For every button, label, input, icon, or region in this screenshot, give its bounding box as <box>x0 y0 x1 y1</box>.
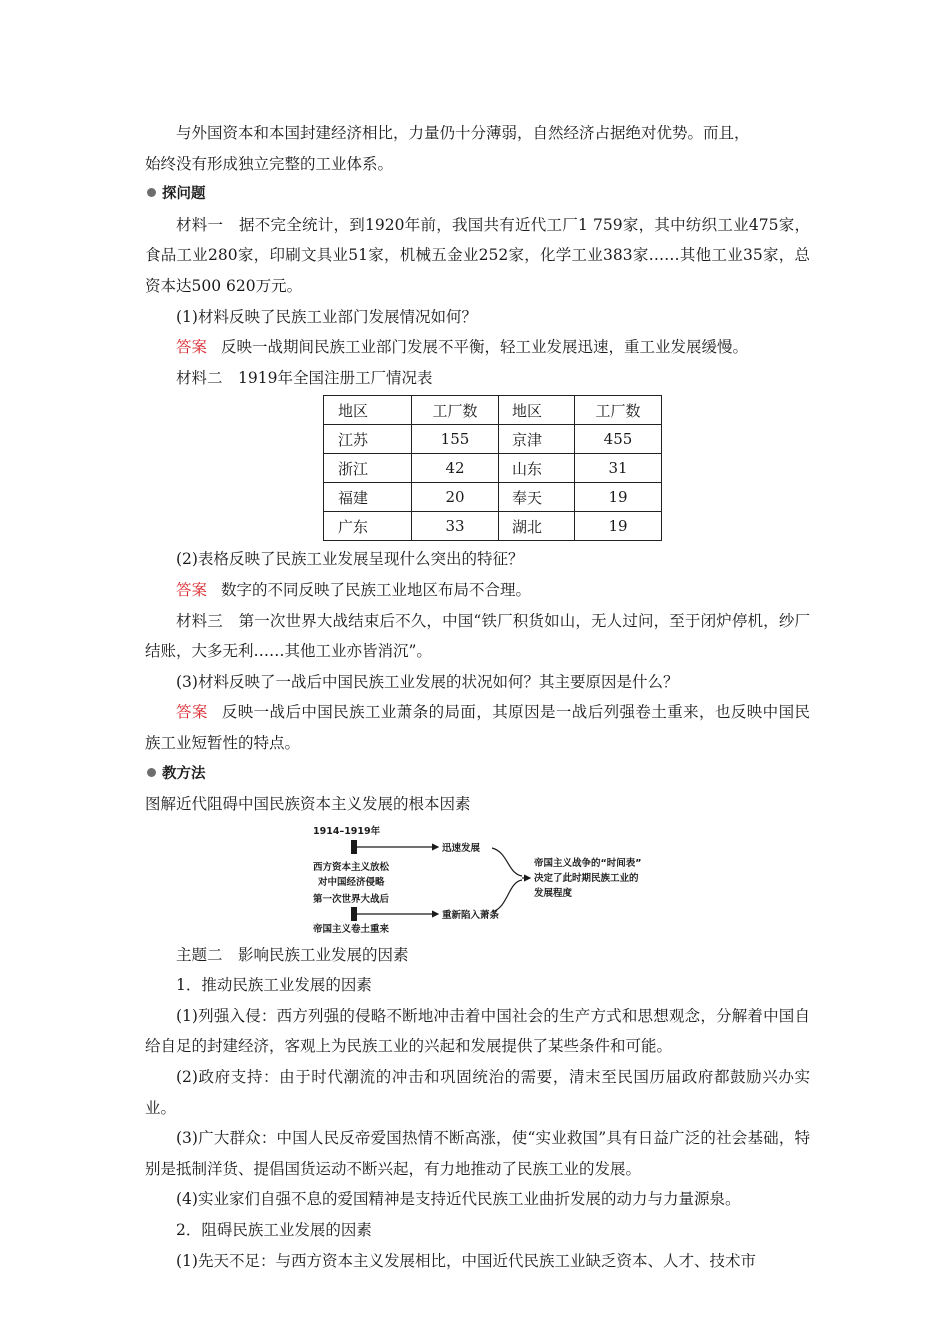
diagram-title: 图解近代阻碍中国民族资本主义发展的根本因素 <box>145 795 471 814</box>
material-3: 材料三 第一次世界大战结束后不久，中国“铁厂积货如山，无人过问，至于闭炉停机，纱厂结账，大多无利……其他工业亦皆消沉”。 <box>145 611 810 661</box>
table-cell: 奉天 <box>499 483 575 512</box>
document-page <box>145 118 810 1276</box>
section-1-item-2: (2)政府支持：由于时代潮流的冲击和巩固统治的需要，清末至民国历届政府都鼓励兴办实业。 <box>145 1068 810 1117</box>
diagram-conclusion-line-2: 决定了此时期民族工业的 <box>534 872 639 884</box>
question-3: (3)材料反映了一战后中国民族工业发展的状况如何？其主要原因是什么？ <box>176 672 679 691</box>
table-cell: 浙江 <box>324 454 412 483</box>
bullet-icon <box>147 188 156 197</box>
answer-label: 答案 <box>176 703 208 722</box>
table-row <box>324 483 662 512</box>
table-cell: 广东 <box>324 512 412 541</box>
brace-bottom <box>492 880 522 912</box>
table-header: 地区 <box>499 396 575 425</box>
answer-1: 答案 反映一战期间民族工业部门发展不平衡，轻工业发展迅速，重工业发展缓慢。 <box>176 338 749 357</box>
table-cell: 山东 <box>499 454 575 483</box>
answer-label: 答案 <box>176 580 208 599</box>
timeline-marker-1 <box>351 840 357 854</box>
intro-line-2: 始终没有形成独立完整的工业体系。 <box>145 154 394 173</box>
table-cell: 19 <box>575 512 662 541</box>
explore-heading: 探问题 <box>145 179 810 210</box>
factor-diagram <box>310 822 680 934</box>
diagram-result-1: 迅速发展 <box>442 842 481 854</box>
section-1-item-4: (4)实业家们自强不息的爱国精神是支持近代民族工业曲折发展的动力与力量源泉。 <box>176 1190 741 1209</box>
table-row <box>324 425 662 454</box>
table-header: 地区 <box>324 396 412 425</box>
section-2-item-1: (1)先天不足：与西方资本主义发展相比，中国近代民族工业缺乏资本、人才、技术市 <box>176 1251 756 1270</box>
table-cell: 湖北 <box>499 512 575 541</box>
table-cell: 31 <box>575 454 662 483</box>
section-1-item-3: (3)广大群众：中国人民反帝爱国热情不断高涨，使“实业救国”具有日益广泛的社会基础，特别是抵制洋货、提倡国货运动不断兴起，有力地推动了民族工业的发展。 <box>145 1129 810 1178</box>
diagram-cause-1-line-1: 西方资本主义放松 <box>313 861 390 873</box>
table-cell: 福建 <box>324 483 412 512</box>
question-2: (2)表格反映了民族工业发展呈现什么突出的特征？ <box>176 550 524 569</box>
table-cell: 京津 <box>499 425 575 454</box>
bullet-icon <box>147 768 156 777</box>
factory-table <box>323 395 662 541</box>
table-row <box>324 454 662 483</box>
table-cell: 455 <box>575 425 662 454</box>
material-1: 材料一 据不完全统计，到1920年前，我国共有近代工厂1 759家，其中纺织工业475家，食品工业280家，印刷文具业51家，机械五金业252家，化学工业383家……其他工业35家，总资本达500 620万元。 <box>145 215 810 295</box>
diagram-cause-1-line-2: 对中国经济侵略 <box>318 876 385 888</box>
diagram-conclusion-line-3: 发展程度 <box>534 887 573 899</box>
table-row <box>324 512 662 541</box>
timeline-marker-2 <box>351 907 357 921</box>
diagram-period-label: 1914–1919年 <box>313 825 381 837</box>
table-header: 工厂数 <box>575 396 662 425</box>
answer-3: 答案 反映一战后中国民族工业萧条的局面，其原因是一战后列强卷土重来，也反映中国民族工业短暂性的特点。 <box>145 703 810 752</box>
table-header: 工厂数 <box>412 396 499 425</box>
brace-top <box>492 848 522 876</box>
table-cell: 33 <box>412 512 499 541</box>
method-heading: 教方法 <box>145 759 810 790</box>
topic-2-title: 主题二 影响民族工业发展的因素 <box>176 945 409 964</box>
intro-line-1: 与外国资本和本国封建经济相比，力量仍十分薄弱，自然经济占据绝对优势。而且， <box>176 124 750 142</box>
table-cell: 42 <box>412 454 499 483</box>
table-cell: 19 <box>575 483 662 512</box>
table-cell: 155 <box>412 425 499 454</box>
question-1: (1)材料反映了民族工业部门发展情况如何？ <box>176 307 477 326</box>
diagram-cause-2: 帝国主义卷土重来 <box>313 923 390 934</box>
diagram-conclusion-line-1: 帝国主义战争的“时间表” <box>534 857 642 869</box>
material-2-title: 材料二 1919年全国注册工厂情况表 <box>176 368 433 387</box>
section-1-title: 1．推动民族工业发展的因素 <box>176 976 372 995</box>
diagram-result-2: 重新陷入萧条 <box>442 909 500 921</box>
diagram-period-2-label: 第一次世界大战后 <box>313 893 390 905</box>
table-header-row <box>324 396 662 425</box>
section-1-item-1: (1)列强入侵：西方列强的侵略不断地冲击着中国社会的生产方式和思想观念，分解着中国自给自足的封建经济，客观上为民族工业的兴起和发展提供了某些条件和可能。 <box>145 1006 810 1056</box>
section-2-title: 2．阻碍民族工业发展的因素 <box>176 1221 372 1240</box>
table-cell: 20 <box>412 483 499 512</box>
table-cell: 江苏 <box>324 425 412 454</box>
answer-label: 答案 <box>176 338 208 357</box>
answer-2: 答案 数字的不同反映了民族工业地区布局不合理。 <box>176 580 532 599</box>
